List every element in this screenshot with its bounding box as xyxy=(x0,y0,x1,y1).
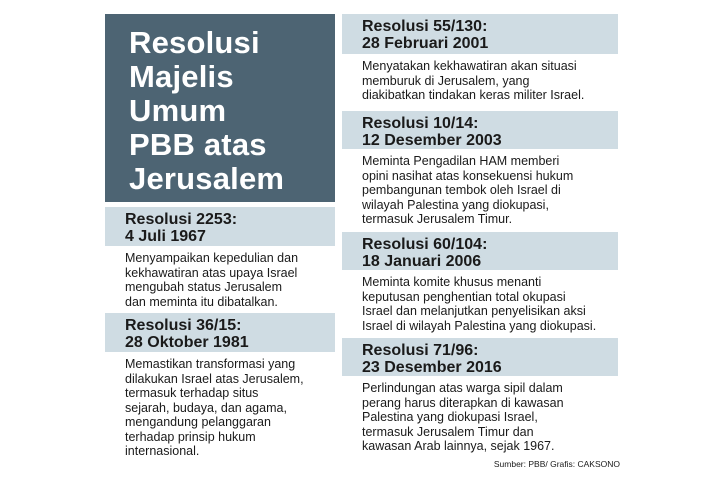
description-line: Menyampaikan kepedulian dan xyxy=(125,251,299,265)
description-line: keputusan penghentian total okupasi xyxy=(362,289,566,304)
resolution-header-60-104 xyxy=(342,232,618,270)
description-line: termasuk terhadap situs xyxy=(125,386,259,400)
resolution-description-36-15 xyxy=(105,357,345,459)
title-line: Resolusi xyxy=(129,25,260,60)
resolution-number: Resolusi 71/96: xyxy=(362,342,479,359)
description-line: termasuk Jerusalem Timur. xyxy=(362,212,513,226)
resolution-date: 12 Desember 2003 xyxy=(362,132,502,149)
resolution-header-71-96 xyxy=(342,338,618,376)
resolution-date: 4 Juli 1967 xyxy=(125,228,206,245)
resolution-date: 28 Februari 2001 xyxy=(362,35,489,52)
description-line: perang harus diterapkan di kawasan xyxy=(362,395,564,410)
description-line: diakibatkan tindakan keras militer Israel. xyxy=(362,88,585,102)
resolution-description-71-96 xyxy=(342,381,632,454)
resolution-number: Resolusi 2253: xyxy=(125,211,238,228)
description-line: Palestina yang diokupasi Israel, xyxy=(362,410,538,424)
resolution-description-2253 xyxy=(105,251,345,309)
title-line: PBB atas xyxy=(129,127,267,162)
resolution-number: Resolusi 60/104: xyxy=(362,236,488,253)
description-line: kekhawatiran atas upaya Israel xyxy=(125,265,298,280)
description-line: dan meminta itu dibatalkan. xyxy=(125,294,278,309)
resolution-description-55-130 xyxy=(342,59,632,103)
resolution-description-10-14 xyxy=(342,154,632,227)
resolution-header-55-130 xyxy=(342,14,618,54)
title-line: Jerusalem xyxy=(129,161,285,196)
description-line: opini nasihat atas konsekuensi hukum xyxy=(362,168,574,183)
description-line: Meminta komite khusus menanti xyxy=(362,275,542,289)
description-line: sejarah, budaya, dan agama, xyxy=(125,400,287,415)
description-line: Menyatakan kekhawatiran akan situasi xyxy=(362,59,577,73)
description-line: kawasan Arab lainnya, sejak 1967. xyxy=(362,439,555,453)
resolution-header-10-14 xyxy=(342,111,618,149)
resolution-date: 28 Oktober 1981 xyxy=(125,334,249,351)
description-line: terhadap prinsip hukum xyxy=(125,429,256,444)
description-line: dilakukan Israel atas Jerusalem, xyxy=(125,371,304,386)
resolution-number: Resolusi 55/130: xyxy=(362,18,488,35)
resolution-description-60-104 xyxy=(342,275,632,333)
description-line: memburuk di Jerusalem, yang xyxy=(362,73,530,88)
resolution-header-2253 xyxy=(105,207,335,246)
resolution-header-36-15 xyxy=(105,313,335,352)
description-line: internasional. xyxy=(125,444,200,458)
description-line: Meminta Pengadilan HAM memberi xyxy=(362,154,560,168)
resolution-number: Resolusi 10/14: xyxy=(362,115,479,132)
resolution-number: Resolusi 36/15: xyxy=(125,317,242,334)
description-line: mengandung pelanggaran xyxy=(125,415,271,429)
resolution-date: 18 Januari 2006 xyxy=(362,253,482,270)
description-line: wilayah Palestina yang diokupasi, xyxy=(362,197,549,212)
resolution-date: 23 Desember 2016 xyxy=(362,359,502,376)
description-line: Perlindungan atas warga sipil dalam xyxy=(362,381,563,395)
description-line: termasuk Jerusalem Timur dan xyxy=(362,424,534,439)
description-line: Memastikan transformasi yang xyxy=(125,357,296,371)
title-box xyxy=(105,14,335,202)
description-line: Israel di wilayah Palestina yang diokupasi. xyxy=(362,318,597,333)
description-line: mengubah status Jerusalem xyxy=(125,280,283,294)
description-line: pembangunan tembok oleh Israel di xyxy=(362,183,561,197)
source-credit: Sumber: PBB/ Grafis: CAKSONO xyxy=(493,459,620,469)
description-line: Israel dan melanjutkan penyelisikan aksi xyxy=(362,304,586,318)
title-line: Umum xyxy=(129,93,227,128)
title-line: Majelis xyxy=(129,59,234,94)
